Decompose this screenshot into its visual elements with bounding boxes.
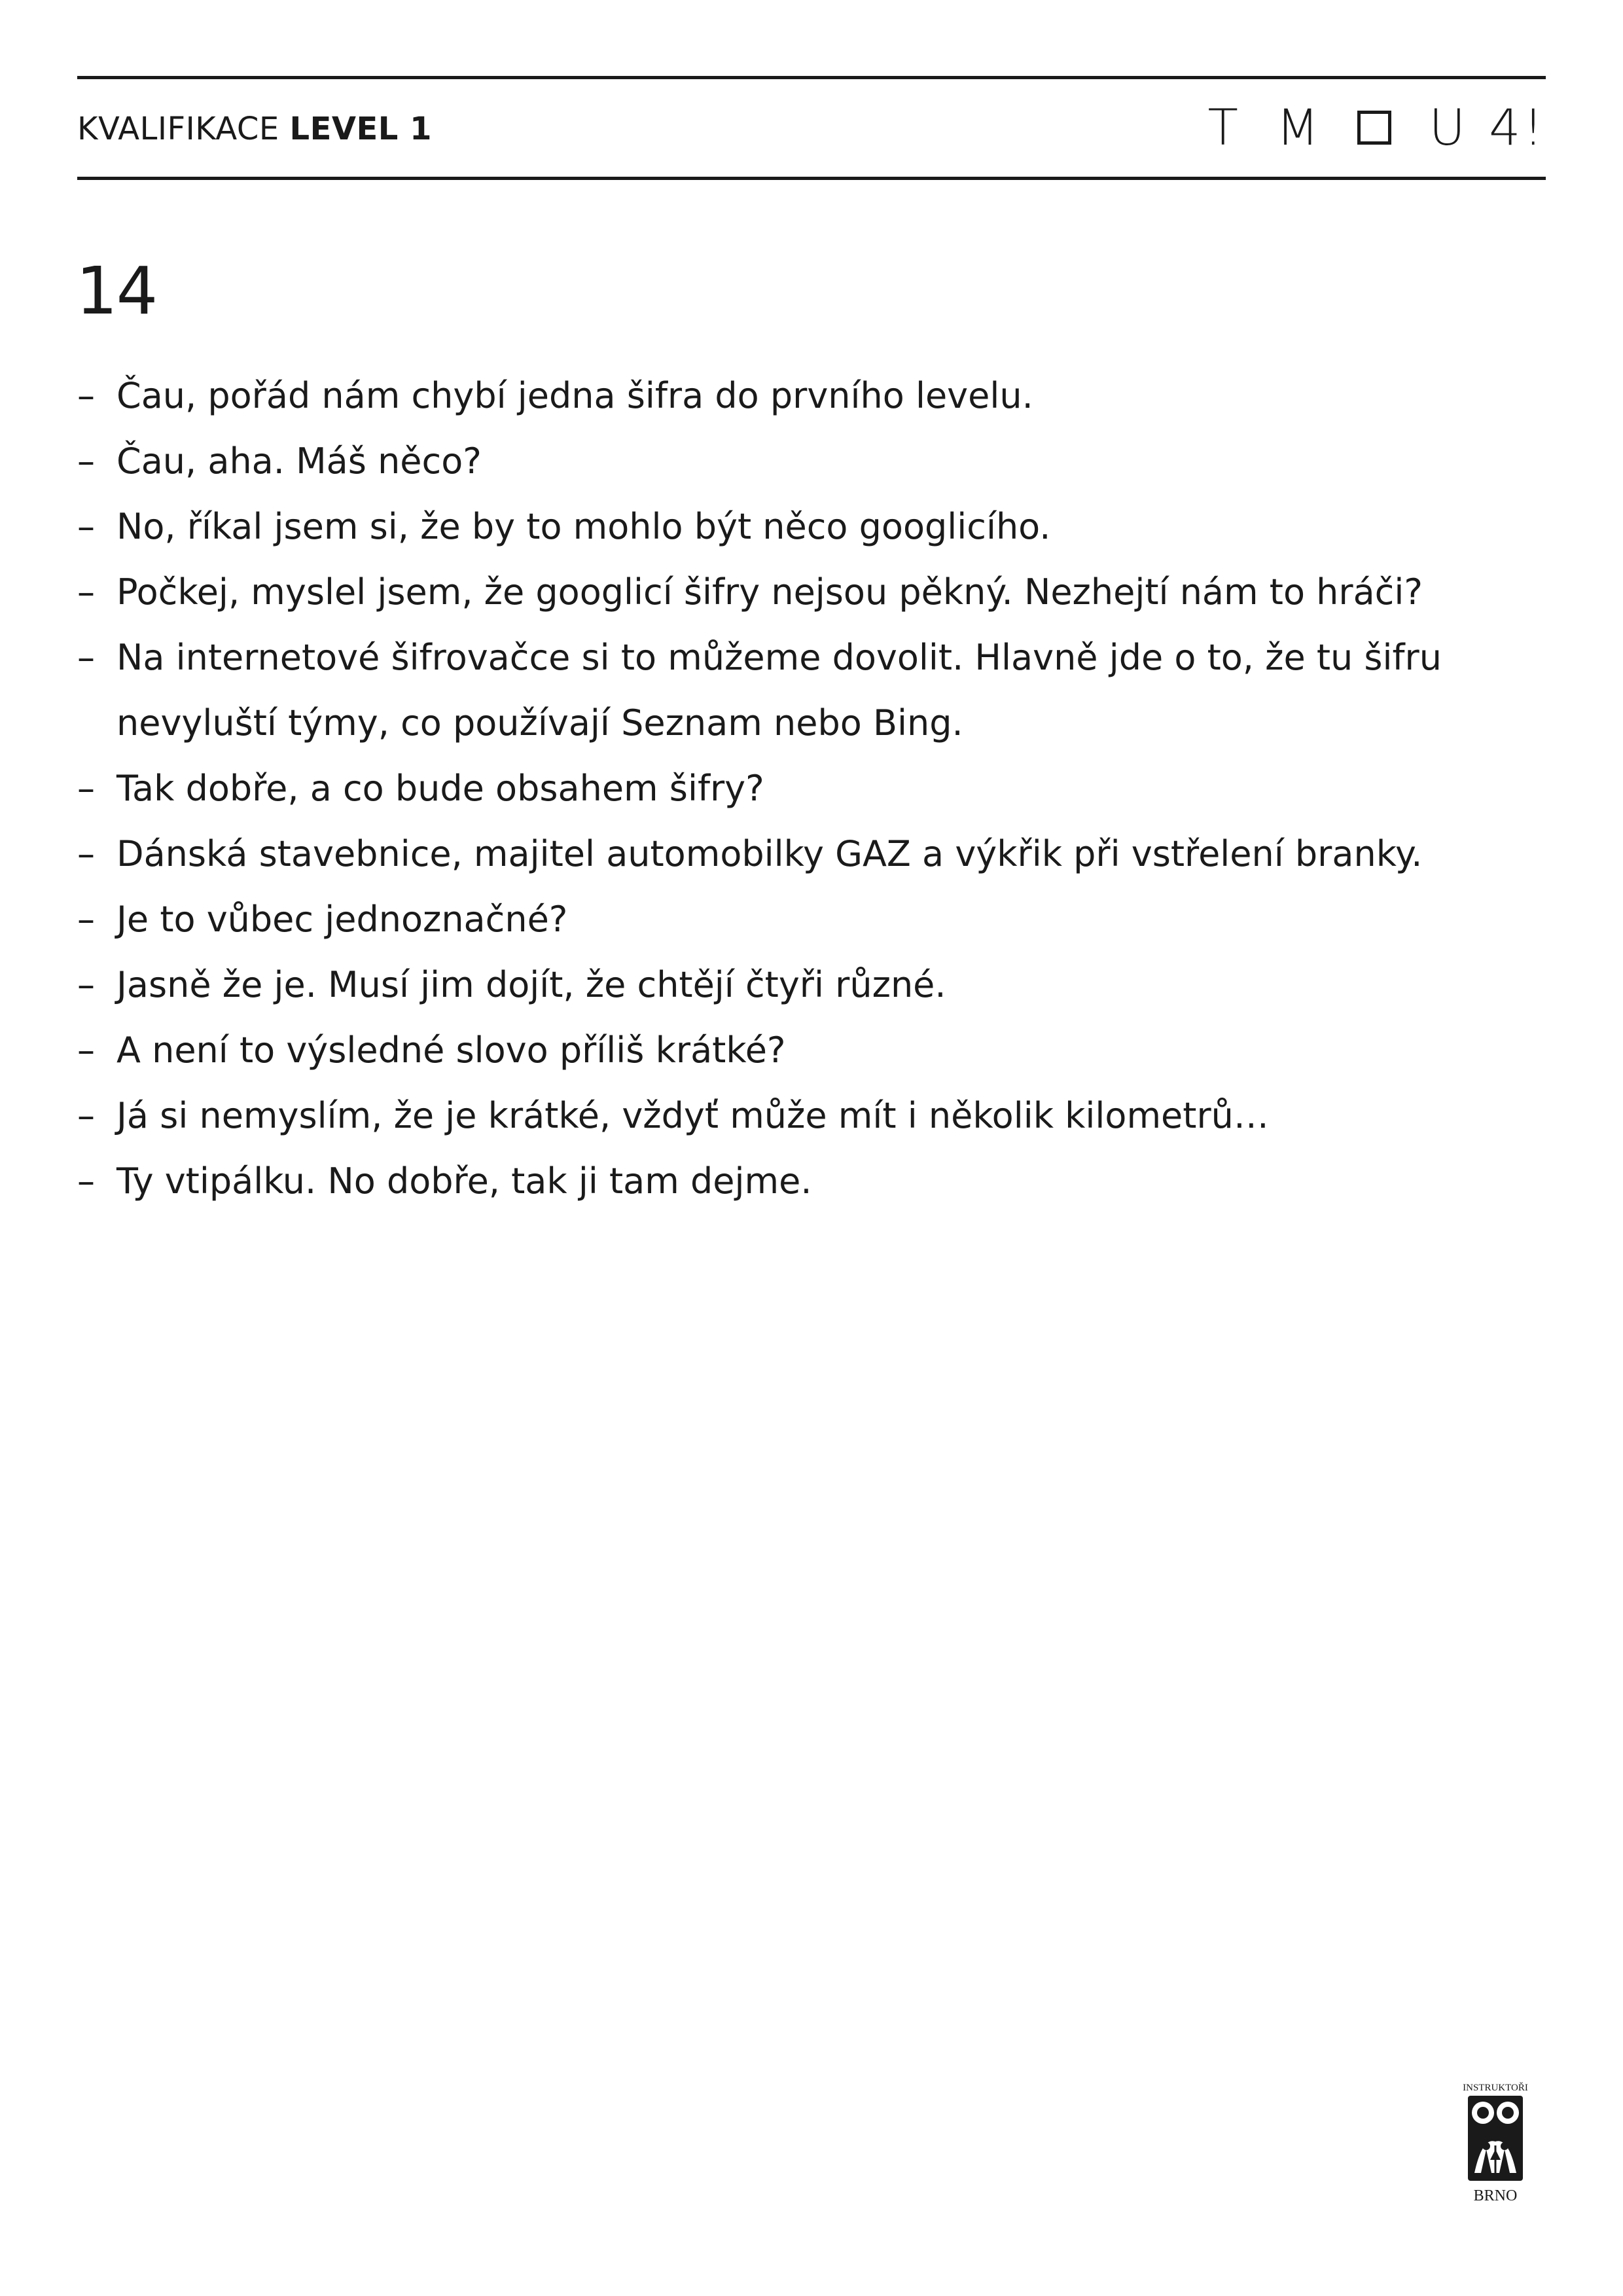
- emblem-top-text: INSTRUKTOŘI: [1463, 2083, 1528, 2093]
- dialogue-line: – Ty vtipálku. No dobře, tak ji tam dejme.: [77, 1149, 1484, 1214]
- emblem-figure-right-head: [1501, 2142, 1508, 2150]
- dialogue-line: – Na internetové šifrovačce si to můžeme dovolit. Hlavně jde o to, že tu šifru: [77, 625, 1484, 691]
- logo-letter-t: T: [1207, 98, 1238, 156]
- qualification-label: KVALIFIKACE: [77, 111, 279, 147]
- dialogue-line-continuation: nevyluští týmy, co používají Seznam nebo Bing.: [116, 702, 963, 744]
- dialogue-line: – Tak dobře, a co bude obsahem šifry?: [77, 756, 1484, 821]
- dialogue-line: – Počkej, myslel jsem, že googlicí šifry nejsou pěkný. Nezhejtí nám to hráči?: [77, 560, 1484, 625]
- header-top-rule: [77, 76, 1546, 79]
- header-qualification: [77, 108, 432, 150]
- dialogue-line: – Dánská stavebnice, majitel automobilky GAZ a výkřik při vstřelení branky.: [77, 821, 1484, 887]
- header-bottom-rule: [77, 177, 1546, 180]
- puzzle-number: 14: [76, 253, 157, 329]
- owl-left-pupil: [1477, 2107, 1489, 2119]
- emblem-bottom-text: BRNO: [1473, 2187, 1518, 2204]
- dialogue: [77, 363, 1484, 1214]
- dialogue-line: – Já si nemyslím, že je krátké, vždyť může mít i několik kilometrů…: [77, 1083, 1484, 1149]
- dialogue-line: – No, říkal jsem si, že by to mohlo být něco googlicího.: [77, 494, 1484, 560]
- owl-emblem-icon: [1443, 2081, 1548, 2206]
- owl-right-pupil: [1502, 2107, 1514, 2119]
- dialogue-line: – Čau, aha. Máš něco?: [77, 429, 1484, 494]
- logo-letter-u: U: [1429, 98, 1466, 156]
- empty-square-icon: [1357, 111, 1391, 145]
- logo-letter-m: M: [1275, 98, 1319, 156]
- dialogue-line: – A není to výsledné slovo příliš krátké?: [77, 1018, 1484, 1083]
- dialogue-line: – Jasně že je. Musí jim dojít, že chtějí čtyři různé.: [77, 952, 1484, 1018]
- level-label: LEVEL 1: [289, 111, 432, 147]
- emblem-figure-left-head: [1482, 2142, 1490, 2150]
- tmou-logo: [1208, 98, 1546, 157]
- logo-suffix: 4!: [1489, 98, 1546, 156]
- dialogue-line: – Čau, pořád nám chybí jedna šifra do prvního levelu.: [77, 363, 1484, 429]
- dialogue-line: – Je to vůbec jednoznačné?: [77, 887, 1484, 952]
